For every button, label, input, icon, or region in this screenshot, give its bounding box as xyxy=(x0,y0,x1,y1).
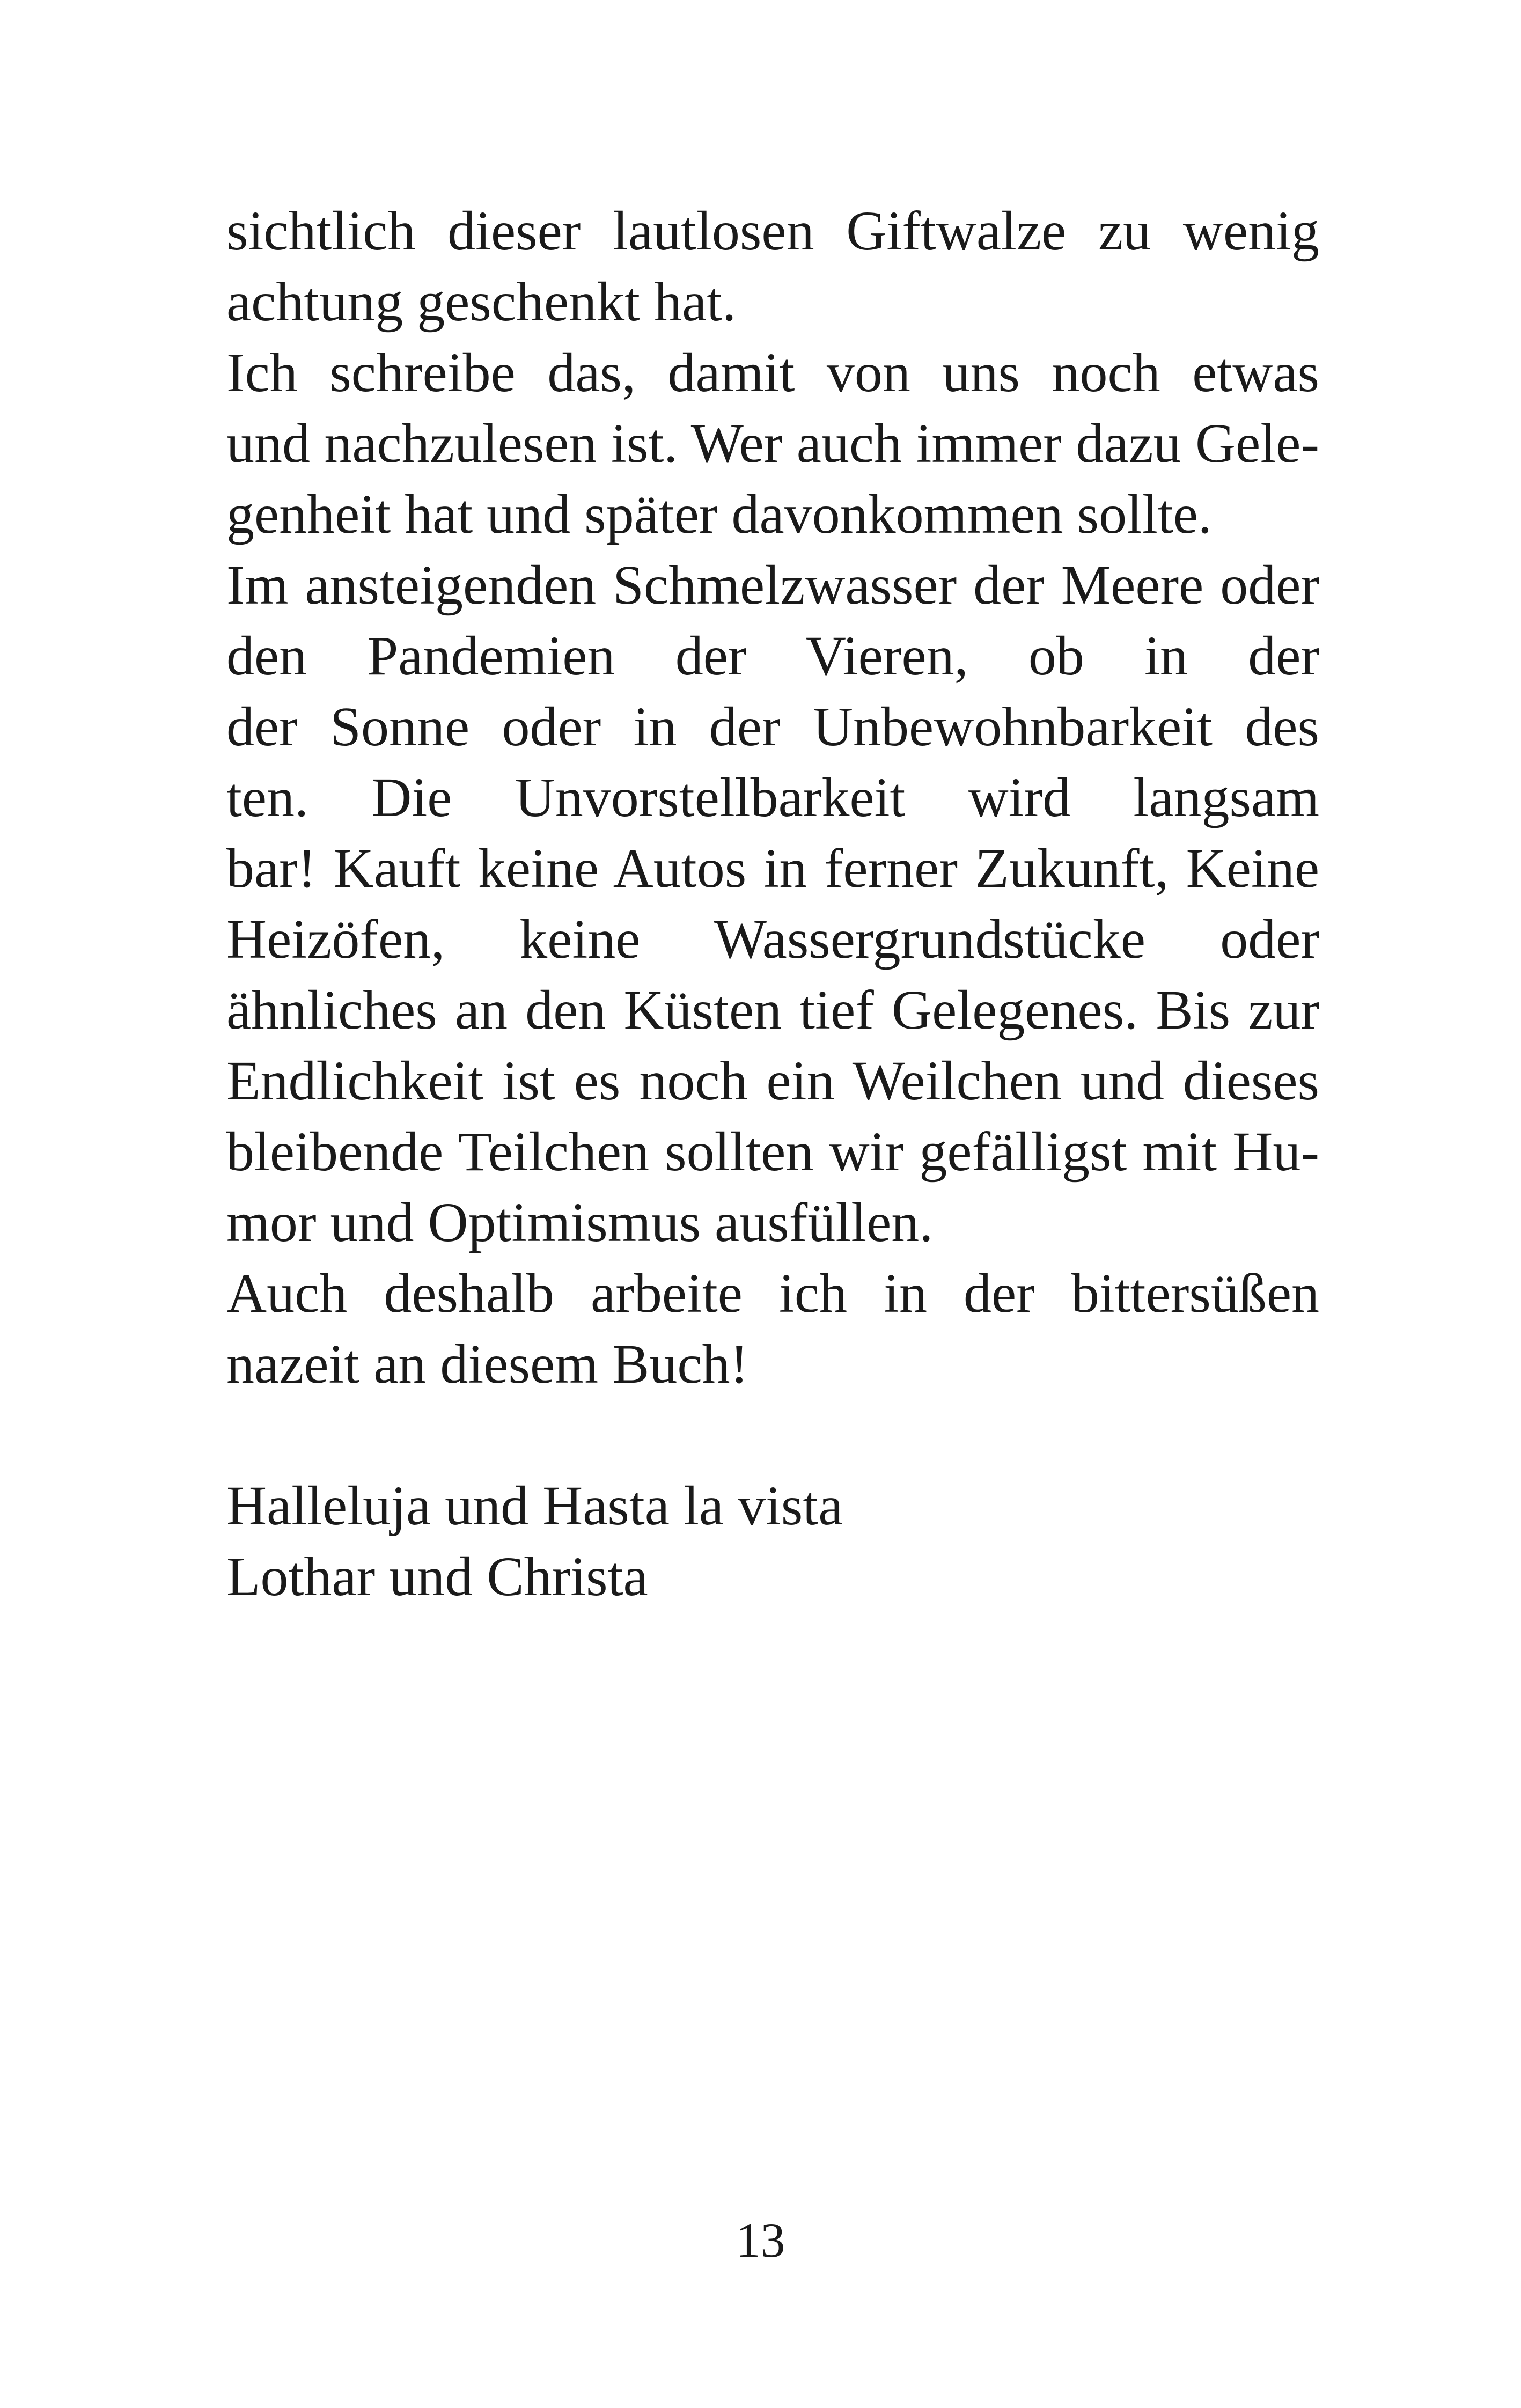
text-line: sichtlich dieser lautlosen Giftwalze zu wenig xyxy=(226,200,1319,262)
text-line: den Pandemien der Vieren, ob in der xyxy=(226,625,1319,687)
text-line: achtung geschenkt hat. xyxy=(226,271,737,333)
text-line: Ich schreibe das, damit von uns noch etwas xyxy=(226,342,1319,403)
text-line: Im ansteigenden Schmelzwasser der Meere oder xyxy=(226,554,1319,616)
text-line: bleibende Teilchen sollten wir gefälligst mit Hu- xyxy=(226,1121,1319,1183)
text-line: Halleluja und Hasta la vista xyxy=(226,1475,843,1537)
page-number: 13 xyxy=(736,2213,785,2267)
body-text xyxy=(226,196,1319,1612)
text-line: Heizöfen, keine Wassergrundstücke oder xyxy=(226,908,1319,970)
text-line: Endlichkeit ist es noch ein Weilchen und dieses xyxy=(226,1050,1319,1112)
text-line: ten. Die Unvorstellbarkeit wird langsam xyxy=(226,767,1319,828)
blank-line xyxy=(226,1400,1319,1471)
text-line: genheit hat und später davonkommen sollte. xyxy=(226,483,1212,545)
text-line: und nachzulesen ist. Wer auch immer dazu Gele- xyxy=(226,413,1319,474)
text-line: Auch deshalb arbeite ich in der bittersüßen xyxy=(226,1262,1319,1324)
text-line: der Sonne oder in der Unbewohnbarkeit des xyxy=(226,696,1319,758)
text-line: mor und Optimismus ausfüllen. xyxy=(226,1192,934,1253)
text-line: ähnliches an den Küsten tief Gelegenes. Bis zur xyxy=(226,979,1319,1041)
text-line: Lothar und Christa xyxy=(226,1546,648,1607)
text-line: nazeit an diesem Buch! xyxy=(226,1333,749,1395)
text-line: bar! Kauft keine Autos in ferner Zukunft, Keine xyxy=(226,838,1319,899)
